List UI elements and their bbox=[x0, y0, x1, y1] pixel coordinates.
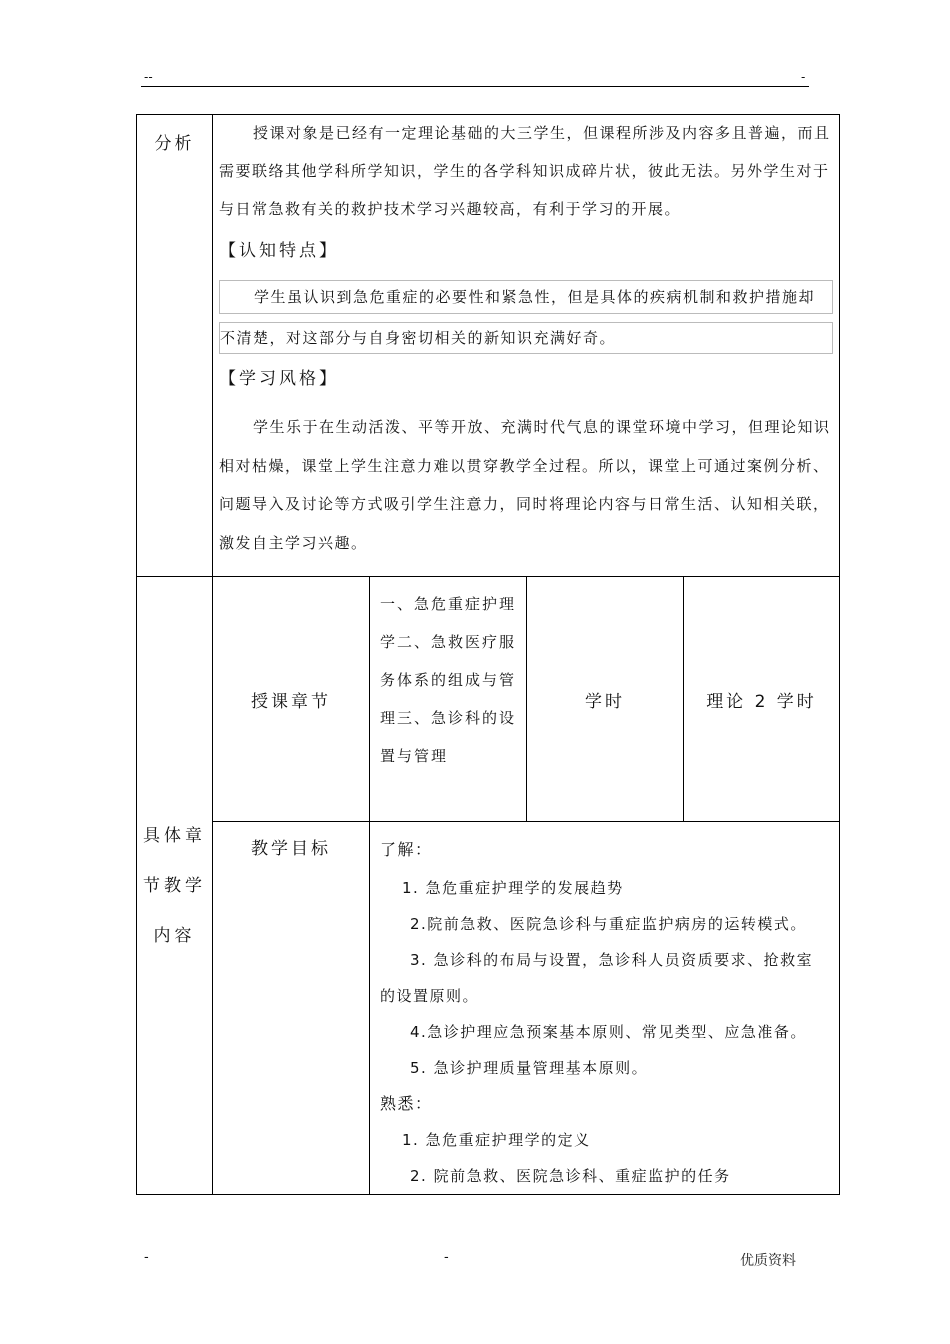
footer-center-mark: - bbox=[444, 1250, 449, 1265]
chapter-label-line: 具体章 bbox=[143, 825, 206, 846]
chapter-label-line: 内容 bbox=[153, 925, 196, 946]
style-paragraph: 学生乐于在生动活泼、平等开放、充满时代气息的课堂环境中学习，但理论知识相对枯燥，课堂上学生注意力难以贯穿教学全过程。所以，课堂上可通过案例分析、问题导入及讨论等方式吸引学生注意力，同时将理论内容与日常生活、认知相关联，激发自主学习兴趣。 bbox=[219, 418, 831, 552]
footer-label: 优质资料 bbox=[740, 1253, 796, 1269]
understand-item: 4.急诊护理应急预案基本原则、常见类型、应急准备。 bbox=[410, 1023, 807, 1041]
understand-item: 2.院前急救、医院急诊科与重症监护病房的运转模式。 bbox=[410, 915, 807, 933]
goal-content bbox=[370, 822, 840, 1195]
cognitive-title: 【认知特点】 bbox=[219, 241, 339, 261]
familiar-heading: 熟悉： bbox=[380, 1094, 433, 1113]
understand-item: 1. 急危重症护理学的发展趋势 bbox=[402, 879, 624, 897]
familiar-item: 1. 急危重症护理学的定义 bbox=[402, 1131, 591, 1149]
analysis-content bbox=[213, 115, 840, 577]
section-line: 置与管理 bbox=[380, 747, 449, 765]
cognitive-line-2: 不清楚，对这部分与自身密切相关的新知识充满好奇。 bbox=[219, 322, 833, 354]
analysis-paragraph: 授课对象是已经有一定理论基础的大三学生，但课程所涉及内容多且普遍，而且需要联络其他学科所学知识，学生的各学科知识成碎片状，彼此无法。另外学生对于与日常急救有关的救护技术学习兴趣较高，有利于学习的开展。 bbox=[219, 124, 831, 218]
chapter-row bbox=[137, 577, 840, 822]
header-rule bbox=[141, 86, 809, 87]
header-right-mark: - bbox=[801, 70, 806, 84]
understand-item: 3. 急诊科的布局与设置，急诊科人员资质要求、抢救室 bbox=[410, 951, 814, 969]
understand-heading: 了解： bbox=[380, 840, 433, 859]
understand-item: 的设置原则。 bbox=[380, 987, 480, 1005]
analysis-row bbox=[137, 115, 840, 577]
cognitive-line-1: 学生虽认识到急危重症的必要性和紧急性，但是具体的疾病机制和救护措施却 bbox=[219, 280, 833, 314]
chapter-label-line: 节教学 bbox=[143, 875, 206, 896]
section-line: 务体系的组成与管 bbox=[380, 671, 517, 689]
familiar-item: 2. 院前急救、医院急诊科、重症监护的任务 bbox=[410, 1167, 731, 1185]
lesson-plan-table bbox=[136, 114, 840, 1195]
hours-label: 学时 bbox=[527, 577, 684, 822]
understand-item: 5. 急诊护理质量管理基本原则。 bbox=[410, 1059, 649, 1077]
chapter-label bbox=[137, 577, 213, 1195]
analysis-label: 分析 bbox=[137, 115, 213, 577]
section-line: 一、急危重症护理 bbox=[380, 595, 517, 613]
header-left-mark: -- bbox=[144, 70, 153, 84]
footer-left-mark: - bbox=[144, 1250, 149, 1265]
goal-row bbox=[137, 822, 840, 1195]
hours-value: 理论 2 学时 bbox=[684, 577, 840, 822]
section-label: 授课章节 bbox=[213, 577, 370, 822]
style-title: 【学习风格】 bbox=[219, 369, 339, 389]
section-line: 学二、急救医疗服 bbox=[380, 633, 517, 651]
goal-label: 教学目标 bbox=[213, 822, 370, 1195]
section-value bbox=[370, 577, 527, 822]
section-line: 理三、急诊科的设 bbox=[380, 709, 517, 727]
